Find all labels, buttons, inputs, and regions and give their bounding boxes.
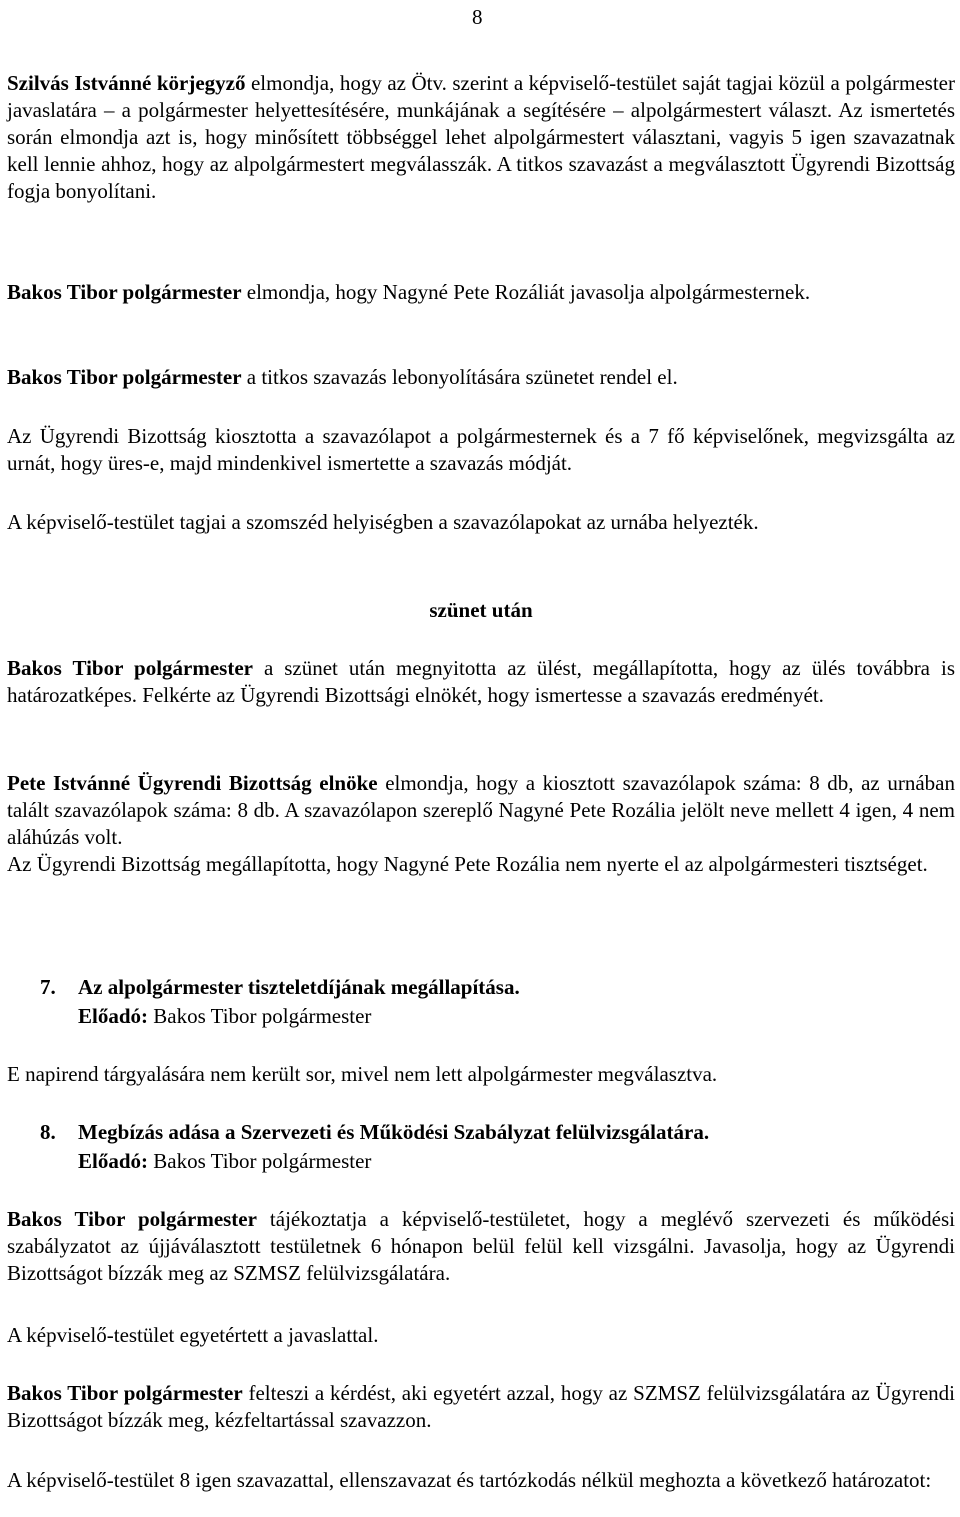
speaker-name: Bakos Tibor polgármester <box>7 365 242 389</box>
paragraph-text: Az Ügyrendi Bizottság kiosztotta a szavazólapot a polgármesternek és a 7 fő képviselőnek, megvizsgálta az urnát, hogy üres-e, majd mindenkivel ismertette a szavazás módját. <box>7 424 955 475</box>
paragraph-mayor-szmsz <box>7 1206 955 1287</box>
agenda-item-title: Megbízás adása a Szervezeti és Működési Szabályzat felülvizsgálatára. <box>78 1120 710 1144</box>
paragraph-mayor-proposal <box>7 279 955 306</box>
agenda-item-7-heading <box>40 974 940 1001</box>
agenda-item-7-presenter <box>78 1003 371 1030</box>
paragraph-text: A képviselő-testület tagjai a szomszéd helyiségben a szavazólapokat az urnába helyezték. <box>7 510 759 534</box>
paragraph-committee-ballots <box>7 423 955 477</box>
speaker-name: Bakos Tibor polgármester <box>7 1381 243 1405</box>
agenda-item-8-presenter <box>78 1148 371 1175</box>
paragraph-mayor-vote-question <box>7 1380 955 1434</box>
speaker-name: Bakos Tibor polgármester <box>7 1207 257 1231</box>
paragraph-text: felteszi a kérdést, aki egyetért azzal, hogy az SZMSZ felülvizsgálatára az Ügyrendi Bizottságot bízzák meg, kézfeltartással szavazzon. <box>7 1381 955 1432</box>
paragraph-text: A képviselő-testület egyetértett a javaslattal. <box>7 1323 379 1347</box>
presenter-name: Bakos Tibor polgármester <box>148 1004 372 1028</box>
paragraph-voting <box>7 509 955 536</box>
paragraph-committee-result <box>7 770 955 878</box>
presenter-name: Bakos Tibor polgármester <box>148 1149 372 1173</box>
paragraph-mayor-break <box>7 364 955 391</box>
paragraph-text: elmondja, hogy Nagyné Pete Rozáliát javasolja alpolgármesternek. <box>241 280 811 304</box>
speaker-name: Pete Istvánné Ügyrendi Bizottság elnöke <box>7 771 378 795</box>
agenda-item-title: Az alpolgármester tiszteletdíjának megállapítása. <box>78 975 520 999</box>
paragraph-agreement <box>7 1322 955 1349</box>
section-heading-after-break: szünet után <box>429 598 533 622</box>
page-number: 8 <box>472 5 483 29</box>
presenter-label: Előadó: <box>78 1149 149 1173</box>
agenda-item-8-heading <box>40 1119 940 1146</box>
paragraph-notary-statement <box>7 70 955 205</box>
agenda-item-number: 8. <box>40 1120 56 1144</box>
paragraph-mayor-reopen <box>7 655 955 709</box>
speaker-name: Bakos Tibor polgármester <box>7 280 242 304</box>
paragraph-resolution <box>7 1467 955 1494</box>
agenda-item-number: 7. <box>40 975 56 999</box>
paragraph-text: Az Ügyrendi Bizottság megállapította, hogy Nagyné Pete Rozália nem nyerte el az alpolgármesteri tisztséget. <box>7 852 928 876</box>
speaker-name: Szilvás Istvánné körjegyző <box>7 71 246 95</box>
paragraph-text: tájékoztatja a képviselő-testületet, hogy a meglévő szervezeti és működési szabályzatot az újjáválasztott testületnek 6 hónapon belül felül kell vizsgálni. Javasolja, hogy az Ügyrendi Bizottságot bízzák meg az SZMSZ felülvizsgálatára. <box>7 1207 955 1285</box>
paragraph-text: a titkos szavazás lebonyolítására szünetet rendel el. <box>241 365 678 389</box>
agenda-item-7-text <box>7 1061 955 1088</box>
paragraph-text: elmondja, hogy az Ötv. szerint a képviselő-testület saját tagjai közül a polgármester javaslatára – a polgármester helyettesítésére, munkájának a segítésére – alpolgármestert választ. Az ismertetés során elmondja azt is, hogy minősített többséggel lehet alpolgármestert választani, vagyis 5 igen szavazatnak kell lennie ahhoz, hogy az alpolgármestert megválasszák. A titkos szavazást a megválasztott Ügyrendi Bizottság fogja bonyolítani. <box>7 71 955 203</box>
presenter-label: Előadó: <box>78 1004 149 1028</box>
paragraph-text: E napirend tárgyalására nem került sor, mivel nem lett alpolgármester megválasztva. <box>7 1062 718 1086</box>
speaker-name: Bakos Tibor polgármester <box>7 656 253 680</box>
paragraph-text: A képviselő-testület 8 igen szavazattal, ellenszavazat és tartózkodás nélkül meghozta a következő határozatot: <box>7 1468 932 1492</box>
paragraph-text: a szünet után megnyitotta az ülést, megállapította, hogy az ülés továbbra is határozatképes. Felkérte az Ügyrendi Bizottsági elnökét, hogy ismertesse a szavazás eredményét. <box>7 656 955 707</box>
paragraph-text: elmondja, hogy a kiosztott szavazólapok száma: 8 db, az urnában talált szavazólapok száma: 8 db. A szavazólapon szereplő Nagyné Pete Rozália jelölt neve mellett 4 igen, 4 nem aláhúzás volt. <box>7 771 955 849</box>
